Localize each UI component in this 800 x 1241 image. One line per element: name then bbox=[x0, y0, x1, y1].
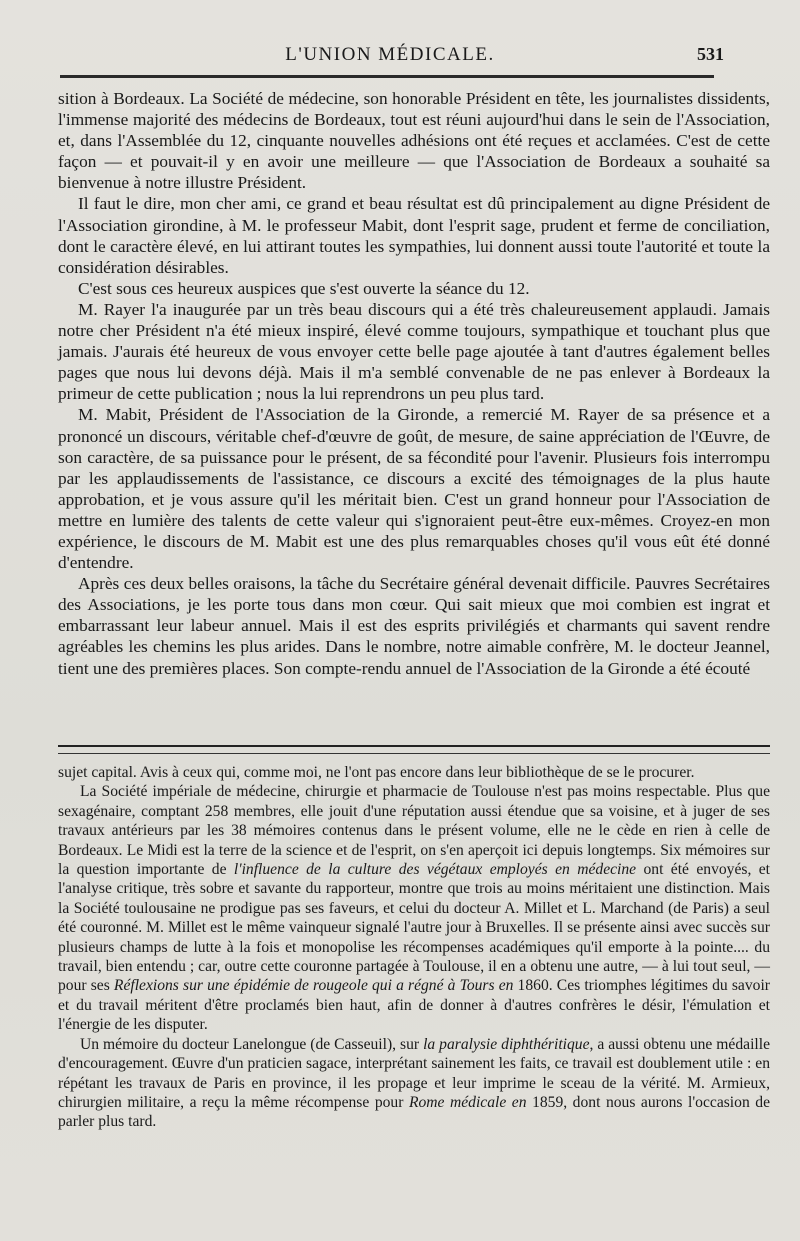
running-title: L'UNION MÉDICALE. bbox=[285, 44, 495, 65]
main-paragraph: Il faut le dire, mon cher ami, ce grand et beau résultat est dû principalement au digne Président de l'Association girondine, à M. le professeur Mabit, dont l'esprit sage, prudent et ferme de conciliation, dont le caractère élevé, en lui attirant toutes les sympathies, lui donnent aussi toute l'autorité et toute la considération désirables. bbox=[58, 194, 770, 277]
footnote-span: 1859, dont nous aurons l'occasion de parler plus tard. bbox=[58, 1093, 770, 1131]
footnote-paragraph bbox=[58, 1035, 770, 1132]
footnote-span: ont été envoyés, et l'analyse critique, très sobre et savante du rapporteur, montre que trois au moins méritaient une distinction. Mais la Société toulousaine ne prodigue pas ses faveurs, et celui du docteur A. Millet et L. Marchand (de Paris) a seul été couronné. M. Millet est le même vainqueur signalé l'autre jour à Bruxelles. Il se présente ainsi avec succès sur plusieurs champs de lutte à la fois et monopolise les récompenses académiques qu'il emporte à la pointe.... du travail, bien entendu ; car, outre cette couronne partagée à Toulouse, il en a obtenu une autre, — à lui tout seul, — pour ses bbox=[58, 861, 770, 995]
footnote-italic: Réflexions sur une épidémie de rougeole qui a régné à Tours en bbox=[113, 977, 514, 995]
header-rule bbox=[60, 75, 714, 78]
footnote-paragraph bbox=[58, 782, 770, 1034]
main-paragraph: Après ces deux belles oraisons, la tâche du Secrétaire général devenait difficile. Pauvres Secrétaires des Associations, je les porte tous dans mon cœur. Qui sait mieux que moi combien est ingrat et embarrassant leur labeur annuel. Mais il est des esprits privilégiés et charmants qui savent rendre agréables les chemins les plus arides. Dans le nombre, notre aimable confrère, M. le docteur Jeannel, tient une des premières places. Son compte-rendu annuel de l'Association de la Gironde a été écouté bbox=[58, 574, 770, 678]
running-head bbox=[60, 38, 724, 68]
page-number: 531 bbox=[697, 44, 724, 64]
main-paragraph: M. Mabit, Président de l'Association de la Gironde, a remercié M. Rayer de sa présence et a prononcé un discours, véritable chef-d'œuvre de goût, de mesure, de saine appréciation de l'Œuvre, de son caractère, de sa puissance pour le présent, de sa fécondité pour l'avenir. Plusieurs fois interrompu par les applaudissements de l'assistance, ce discours a excité des témoignages de la plus haute approbation, et je vous assure qu'il les méritait bien. C'est un grand honneur pour l'Association de mettre en lumière des talents de cette valeur qui s'ignoraient peut-être eux-mêmes. Croyez-en mon expérience, le discours de M. Mabit est une des plus remarquables choses qu'il vous eût été donné d'entendre. bbox=[58, 405, 770, 573]
footnote-separator bbox=[58, 745, 770, 754]
footnote-span: La Société impériale de médecine, chirurgie et pharmacie de Toulouse n'est pas moins respectable. Plus que sexagénaire, comptant 258 membres, elle jouit d'une réputation aussi étendue que sa voisine, et à juger de ses travaux antérieurs par les 38 mémoires contenus dans le présent volume, elle ne le cède en rien à celle de Bordeaux. Le Midi est la terre de la science et de l'esprit, on s'en aperçoit ici depuis longtemps. Six mémoires sur la question importante de bbox=[58, 783, 770, 879]
main-text bbox=[58, 88, 770, 679]
footnote-paragraph: sujet capital. Avis à ceux qui, comme moi, ne l'ont pas encore dans leur bibliothèque de se le procurer. bbox=[58, 764, 695, 781]
footnote-text bbox=[58, 763, 770, 1132]
footnote-italic: Rome médicale en bbox=[408, 1093, 527, 1111]
footnote-span: 1860. Ces triomphes légitimes du savoir et du travail méritent d'être proclamés bien haut, afin de donner à d'autres confrères le désir, l'émulation et l'énergie de les disputer. bbox=[58, 977, 770, 1034]
main-paragraph: M. Rayer l'a inaugurée par un très beau discours qui a été très chaleureusement applaudi. Jamais notre cher Président n'a été mieux inspiré, élevé comme toujours, sympathique et touchant plus que jamais. J'aurais été heureux de vous envoyer cette belle page ajoutée à tant d'autres également belles pages que nous lui devons déjà. Mais il m'a semblé convenable de ne pas enlever à Bordeaux la primeur de cette publication ; nous la lui reprendrons un peu plus tard. bbox=[58, 299, 770, 404]
main-paragraph: sition à Bordeaux. La Société de médecine, son honorable Président en tête, les journalistes dissidents, l'immense majorité des médecins de Bordeaux, tout est réuni aujourd'hui dans le sein de l'Association, et, dans l'Assemblée du 12, cinquante nouvelles adhésions ont été reçues et acclamées. C'est de cette façon — et pouvait-il y en avoir une meilleure — que l'Association de Bordeaux a souhaité sa bienvenue à notre illustre Président. bbox=[58, 89, 770, 193]
main-paragraph: C'est sous ces heureux auspices que s'est ouverte la séance du 12. bbox=[78, 278, 530, 298]
footnote-italic: la paralysie diphthéritique bbox=[423, 1035, 590, 1053]
footnote-italic: l'influence de la culture des végétaux employés en médecine bbox=[233, 861, 637, 879]
footnote-span: , a aussi obtenu une médaille d'encouragement. Œuvre d'un praticien sagace, interprétant sainement les faits, ce travail est doublement utile : en répétant les travaux de Paris en province, il les propage et leur imprime le sceau de la vérité. M. Armieux, chirurgien militaire, a reçu la même récompense pour bbox=[58, 1035, 770, 1111]
footnote-span: Un mémoire du docteur Lanelongue (de Casseuil), sur bbox=[80, 1035, 424, 1053]
